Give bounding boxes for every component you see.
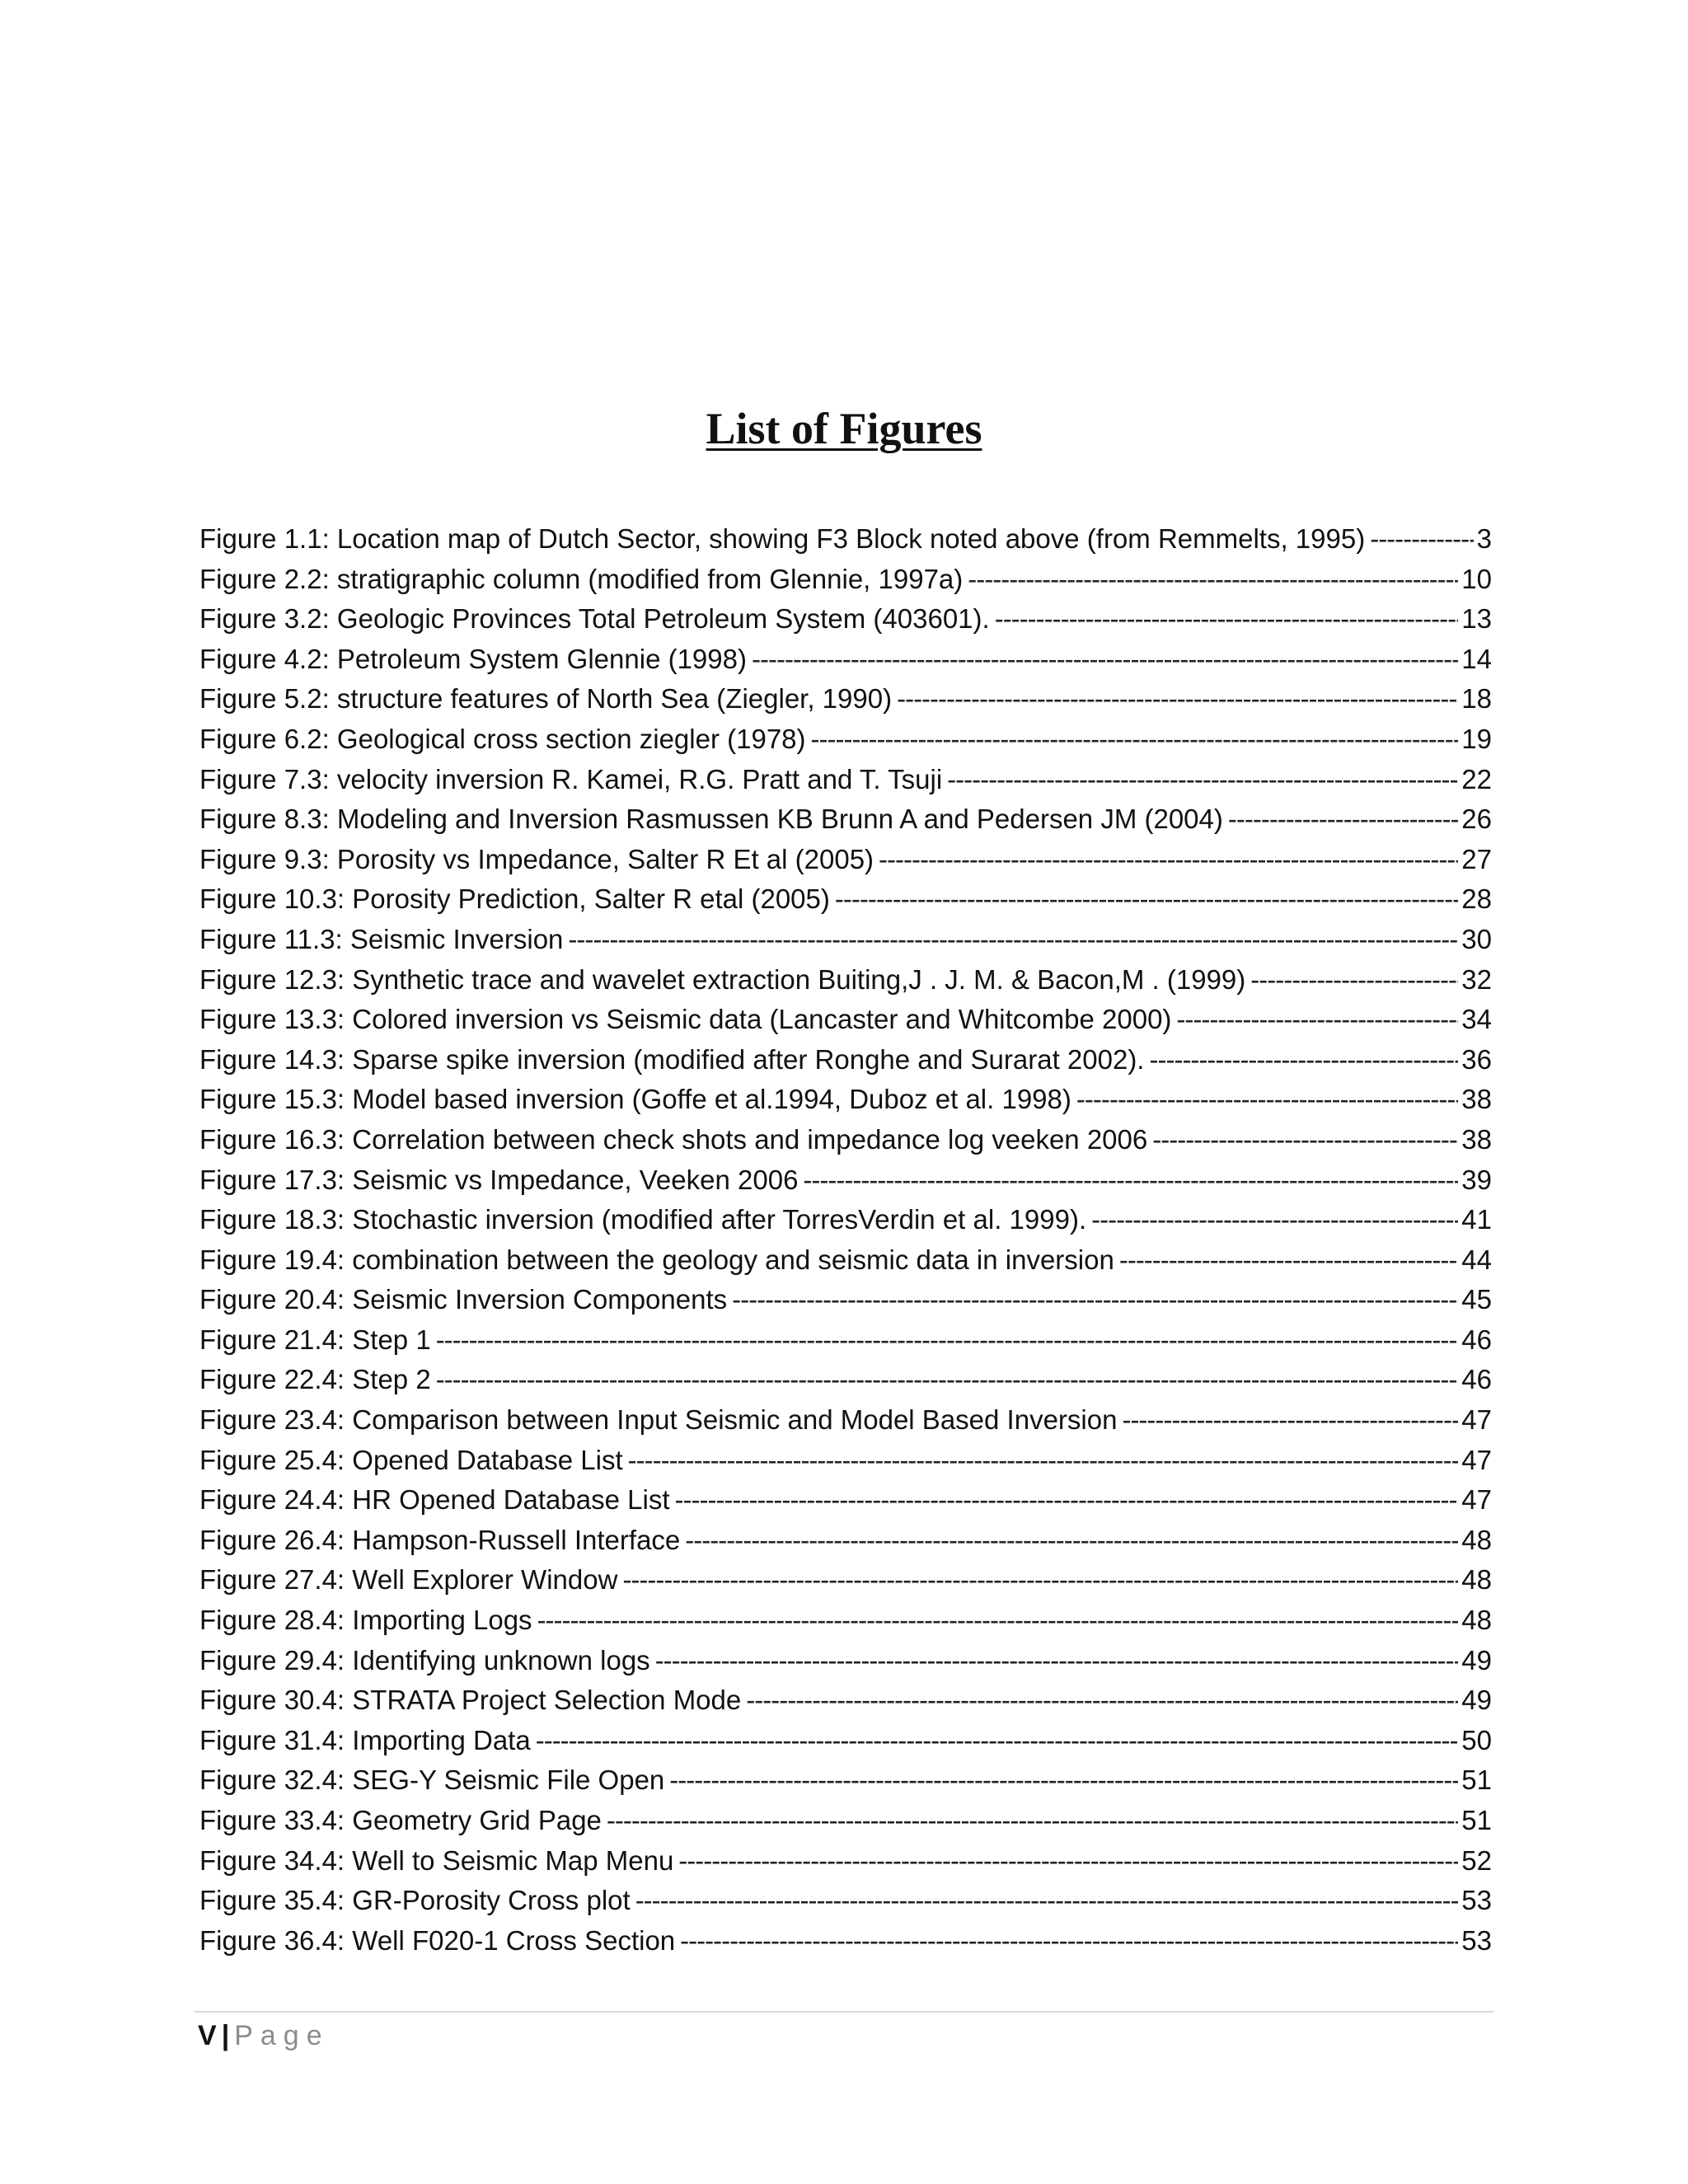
figure-entry-page-number: 38: [1461, 1084, 1492, 1115]
dot-leader: [1370, 519, 1473, 559]
dot-leader: [1091, 1200, 1458, 1240]
dot-leader: [1122, 1400, 1458, 1440]
figure-entry-page-number: 46: [1461, 1364, 1492, 1395]
page-title-text: List of Figures: [706, 404, 982, 453]
figure-entry-page-number: 50: [1461, 1724, 1492, 1755]
dot-leader: [655, 1641, 1459, 1680]
figure-entry-label: Figure 29.4: Identifying unknown logs: [199, 1644, 650, 1675]
figure-entry-page-number: 39: [1461, 1164, 1492, 1195]
figure-entry[interactable]: [199, 1641, 1492, 1681]
figure-entry-label: Figure 21.4: Step 1: [199, 1324, 431, 1355]
dot-leader: [732, 1280, 1458, 1319]
figure-entry[interactable]: [199, 1200, 1492, 1240]
figure-entry-label: Figure 19.4: combination between the geology and seismic data in inversion: [199, 1244, 1114, 1275]
figure-entry-page-number: 47: [1461, 1484, 1492, 1516]
figure-entry-label: Figure 17.3: Seismic vs Impedance, Veeken 2006: [199, 1164, 799, 1195]
dot-leader: [678, 1841, 1458, 1881]
figure-entry-label: Figure 1.1: Location map of Dutch Sector, showing F3 Block noted above (from Remmelts, 1995): [199, 523, 1366, 554]
figure-entry[interactable]: [199, 1040, 1492, 1080]
figure-entry-page-number: 48: [1461, 1605, 1492, 1636]
dot-leader: [436, 1360, 1459, 1399]
dot-leader: [628, 1441, 1459, 1480]
figure-entry-page-number: 10: [1461, 563, 1492, 594]
figure-entry[interactable]: [199, 719, 1492, 760]
figure-entry-label: Figure 12.3: Synthetic trace and wavelet extraction Buiting,J . J. M. & Bacon,M . (1999): [199, 963, 1246, 995]
figure-entry[interactable]: [199, 1080, 1492, 1120]
figure-entry-label: Figure 31.4: Importing Data: [199, 1724, 531, 1755]
dot-leader: [1176, 1000, 1458, 1039]
figure-entry-label: Figure 30.4: STRATA Project Selection Mode: [199, 1685, 742, 1716]
figure-entry[interactable]: [199, 1801, 1492, 1841]
figure-entry-page-number: 3: [1476, 523, 1492, 554]
figure-entry-label: Figure 36.4: Well F020-1 Cross Section: [199, 1924, 676, 1956]
figure-entry-page-number: 34: [1461, 1004, 1492, 1035]
dot-leader: [680, 1921, 1458, 1961]
figure-entry-label: Figure 11.3: Seismic Inversion: [199, 923, 564, 954]
figure-entry[interactable]: [199, 1760, 1492, 1801]
figure-entry-page-number: 30: [1461, 923, 1492, 954]
figure-entry[interactable]: [199, 1921, 1492, 1961]
dot-leader: [685, 1521, 1458, 1560]
figure-entry-page-number: 41: [1461, 1204, 1492, 1235]
figure-entry-label: Figure 35.4: GR-Porosity Cross plot: [199, 1885, 631, 1916]
dot-leader: [947, 760, 1458, 799]
figure-entry-page-number: 52: [1461, 1844, 1492, 1876]
dot-leader: [746, 1680, 1458, 1720]
figure-entry-page-number: 49: [1461, 1644, 1492, 1675]
figure-entry[interactable]: [199, 1320, 1492, 1361]
figure-entry-label: Figure 4.2: Petroleum System Glennie (1998): [199, 643, 747, 674]
dot-leader: [1149, 1040, 1458, 1080]
page-footer: [198, 2018, 330, 2054]
figure-entry-label: Figure 20.4: Seismic Inversion Components: [199, 1284, 728, 1315]
figure-entry[interactable]: [199, 1601, 1492, 1641]
figure-entry-page-number: 46: [1461, 1324, 1492, 1355]
figure-entry-page-number: 44: [1461, 1244, 1492, 1275]
figure-entry[interactable]: [199, 1721, 1492, 1761]
dot-leader: [635, 1881, 1459, 1920]
figure-entry-page-number: 47: [1461, 1404, 1492, 1436]
figure-entry[interactable]: [199, 1000, 1492, 1040]
figure-entry-page-number: 22: [1461, 763, 1492, 794]
figure-entry[interactable]: [199, 1560, 1492, 1601]
figure-entry-label: Figure 28.4: Importing Logs: [199, 1605, 532, 1636]
figure-entry-label: Figure 32.4: SEG-Y Seismic File Open: [199, 1765, 665, 1796]
figure-entry[interactable]: [199, 840, 1492, 880]
figure-entry-label: Figure 9.3: Porosity vs Impedance, Salter R Et al (2005): [199, 843, 874, 874]
dot-leader: [536, 1721, 1459, 1760]
figure-entry-label: Figure 16.3: Correlation between check shots and impedance log veeken 2006: [199, 1123, 1148, 1155]
figure-entry[interactable]: [199, 1360, 1492, 1400]
figure-entry-label: Figure 10.3: Porosity Prediction, Salter R etal (2005): [199, 883, 830, 915]
figure-entry-page-number: 19: [1461, 723, 1492, 754]
figure-entry-page-number: 28: [1461, 883, 1492, 915]
figure-entry-page-number: 48: [1461, 1564, 1492, 1596]
figure-entry-page-number: 13: [1461, 603, 1492, 635]
figure-entry-label: Figure 25.4: Opened Database List: [199, 1444, 623, 1475]
figure-entry-label: Figure 14.3: Sparse spike inversion (modified after Ronghe and Surarat 2002).: [199, 1043, 1145, 1075]
figure-entry-label: Figure 23.4: Comparison between Input Seismic and Model Based Inversion: [199, 1404, 1118, 1436]
figure-entry[interactable]: [199, 519, 1492, 560]
figure-entry-page-number: 27: [1461, 843, 1492, 874]
figure-entry[interactable]: [199, 1841, 1492, 1882]
figure-entry[interactable]: [199, 640, 1492, 680]
figure-entry-page-number: 51: [1461, 1765, 1492, 1796]
footer-separator: |: [221, 2020, 230, 2051]
figure-entry-label: Figure 27.4: Well Explorer Window: [199, 1564, 618, 1596]
page-title: [0, 402, 1688, 455]
figure-entry-page-number: 45: [1461, 1284, 1492, 1315]
list-of-figures: [199, 519, 1492, 1961]
dot-leader: [1076, 1080, 1458, 1119]
figure-entry[interactable]: [199, 1881, 1492, 1921]
dot-leader: [568, 920, 1458, 959]
figure-entry-label: Figure 33.4: Geometry Grid Page: [199, 1805, 602, 1835]
figure-entry-page-number: 38: [1461, 1123, 1492, 1155]
figure-entry-label: Figure 3.2: Geologic Provinces Total Petroleum System (403601).: [199, 603, 990, 635]
figure-entry-label: Figure 26.4: Hampson-Russell Interface: [199, 1524, 681, 1555]
dot-leader: [811, 719, 1459, 759]
figure-entry-label: Figure 13.3: Colored inversion vs Seismic data (Lancaster and Whitcombe 2000): [199, 1004, 1172, 1035]
dot-leader: [968, 560, 1458, 599]
figure-entry-page-number: 53: [1461, 1885, 1492, 1916]
figure-entry-page-number: 51: [1461, 1805, 1492, 1835]
figure-entry-label: Figure 6.2: Geological cross section ziegler (1978): [199, 723, 806, 754]
figure-entry-page-number: 49: [1461, 1685, 1492, 1716]
figure-entry[interactable]: [199, 1521, 1492, 1561]
dot-leader: [995, 599, 1459, 639]
dot-leader: [436, 1320, 1459, 1360]
dot-leader: [1119, 1240, 1458, 1280]
dot-leader: [1250, 960, 1458, 1000]
dot-leader: [835, 879, 1458, 919]
footer-page-word: Page: [234, 2020, 330, 2051]
figure-entry[interactable]: [199, 560, 1492, 600]
dot-leader: [897, 679, 1458, 719]
figure-entry-label: Figure 5.2: structure features of North Sea (Ziegler, 1990): [199, 683, 893, 715]
figure-entry-page-number: 47: [1461, 1444, 1492, 1475]
figure-entry[interactable]: [199, 1280, 1492, 1320]
dot-leader: [879, 840, 1458, 879]
figure-entry[interactable]: [199, 1240, 1492, 1281]
figure-entry[interactable]: [199, 1400, 1492, 1441]
dot-leader: [607, 1801, 1458, 1840]
footer-page-number: V: [198, 2020, 217, 2051]
figure-entry[interactable]: [199, 679, 1492, 719]
figure-entry-page-number: 48: [1461, 1524, 1492, 1555]
figure-entry[interactable]: [199, 799, 1492, 840]
dot-leader: [752, 640, 1458, 679]
figure-entry-page-number: 14: [1461, 643, 1492, 674]
figure-entry-page-number: 53: [1461, 1924, 1492, 1956]
figure-entry[interactable]: [199, 1680, 1492, 1721]
figure-entry[interactable]: [199, 1160, 1492, 1201]
dot-leader: [537, 1601, 1459, 1640]
figure-entry[interactable]: [199, 599, 1492, 640]
figure-entry-label: Figure 34.4: Well to Seismic Map Menu: [199, 1844, 674, 1876]
figure-entry[interactable]: [199, 879, 1492, 920]
figure-entry-label: Figure 15.3: Model based inversion (Goffe et al.1994, Duboz et al. 1998): [199, 1084, 1071, 1115]
figure-entry[interactable]: [199, 920, 1492, 960]
figure-entry-label: Figure 7.3: velocity inversion R. Kamei, R.G. Pratt and T. Tsuji: [199, 763, 943, 794]
figure-entry-page-number: 32: [1461, 963, 1492, 995]
figure-entry-page-number: 18: [1461, 683, 1492, 715]
figure-entry-label: Figure 22.4: Step 2: [199, 1364, 431, 1395]
figure-entry-page-number: 26: [1461, 804, 1492, 835]
dot-leader: [1228, 799, 1458, 839]
dot-leader: [675, 1480, 1459, 1520]
figure-entry-label: Figure 8.3: Modeling and Inversion Rasmussen KB Brunn A and Pedersen JM (2004): [199, 804, 1223, 835]
dot-leader: [1152, 1120, 1458, 1160]
figure-entry[interactable]: [199, 1441, 1492, 1481]
figure-entry[interactable]: [199, 1120, 1492, 1160]
figure-entry[interactable]: [199, 1480, 1492, 1521]
footer-divider: [195, 2011, 1493, 2013]
dot-leader: [803, 1160, 1458, 1200]
figure-entry-label: Figure 24.4: HR Opened Database List: [199, 1484, 670, 1516]
dot-leader: [669, 1760, 1458, 1800]
figure-entry[interactable]: [199, 760, 1492, 800]
figure-entry[interactable]: [199, 960, 1492, 1001]
figure-entry-page-number: 36: [1461, 1043, 1492, 1075]
dot-leader: [622, 1560, 1458, 1600]
figure-entry-label: Figure 2.2: stratigraphic column (modified from Glennie, 1997a): [199, 563, 964, 594]
figure-entry-label: Figure 18.3: Stochastic inversion (modified after TorresVerdin et al. 1999).: [199, 1204, 1087, 1235]
